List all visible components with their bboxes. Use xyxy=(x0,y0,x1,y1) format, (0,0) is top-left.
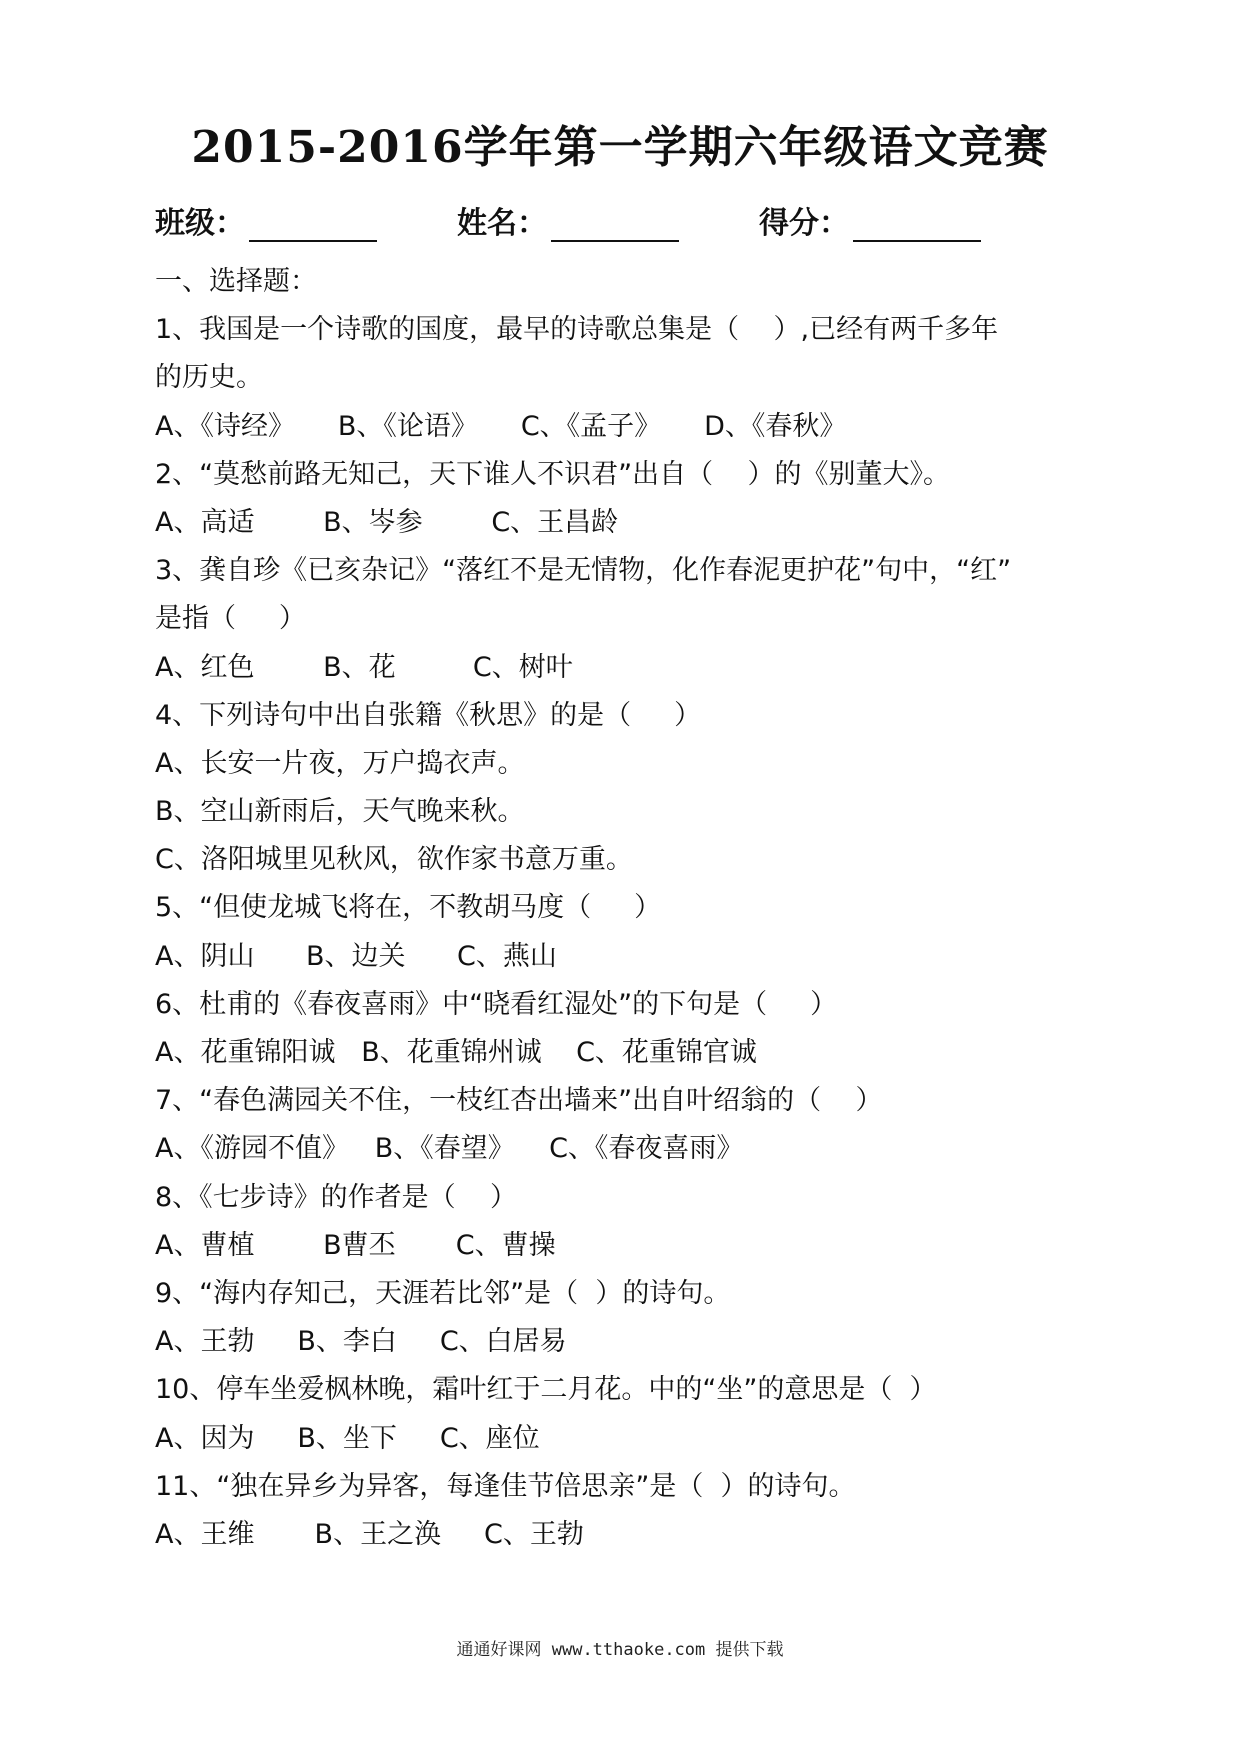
name-field xyxy=(457,198,679,242)
score-blank-line xyxy=(853,204,981,242)
class-label: 班级： xyxy=(155,206,245,241)
answer-options: A、红色 B、花 C、树叶 xyxy=(155,651,573,683)
name-blank-line xyxy=(551,204,679,242)
section-heading: 一、选择题： xyxy=(155,266,317,297)
question-line: 的历史。 xyxy=(155,362,263,394)
answer-option: C、洛阳城里见秋风，欲作家书意万重。 xyxy=(155,844,633,876)
question-line: 4、下列诗句中出自张籍《秋思》的是（ ） xyxy=(155,699,702,731)
answer-option: B、空山新雨后，天气晚来秋。 xyxy=(155,796,525,828)
score-label: 得分： xyxy=(759,206,849,241)
question-line: 5、“但使龙城飞将在，不教胡马度（ ） xyxy=(155,892,662,924)
answer-options: A、因为 B、坐下 C、座位 xyxy=(155,1422,540,1454)
question-line: 是指（ ） xyxy=(155,603,306,635)
answer-options: A、王维 B、王之涣 C、王勃 xyxy=(155,1518,584,1550)
name-label: 姓名： xyxy=(457,206,547,241)
answer-options: A、《诗经》 B、《论语》 C、《孟子》 D、《春秋》 xyxy=(155,410,847,442)
answer-option: A、长安一片夜，万户捣衣声。 xyxy=(155,747,525,779)
question-line: 9、“海内存知己，天涯若比邻”是（ ）的诗句。 xyxy=(155,1277,731,1309)
answer-options: A、曹植 B曹丕 C、曹操 xyxy=(155,1229,556,1261)
question-line: 3、龚自珍《已亥杂记》“落红不是无情物，化作春泥更护花”句中，“红” xyxy=(155,555,1012,587)
answer-options: A、高适 B、岑参 C、王昌龄 xyxy=(155,506,619,538)
score-field xyxy=(759,198,981,242)
question-line: 8、《七步诗》的作者是（ ） xyxy=(155,1181,518,1213)
question-line: 1、我国是一个诗歌的国度，最早的诗歌总集是（ ）,已经有两千多年 xyxy=(155,314,999,346)
question-line: 10、停车坐爱枫林晚，霜叶红于二月花。中的“坐”的意思是（ ） xyxy=(155,1374,937,1406)
class-field xyxy=(155,198,377,242)
question-list xyxy=(155,258,1115,1559)
answer-options: A、王勃 B、李白 C、白居易 xyxy=(155,1326,567,1358)
question-line: 6、杜甫的《春夜喜雨》中“晓看红湿处”的下句是（ ） xyxy=(155,988,838,1020)
question-line: 2、“莫愁前路无知己，天下谁人不识君”出自（ ）的《别董大》。 xyxy=(155,458,950,490)
page-title: 2015-2016学年第一学期六年级语文竞赛 xyxy=(191,122,1049,173)
question-line: 7、“春色满园关不住，一枝红杏出墙来”出自叶绍翁的（ ） xyxy=(155,1085,883,1117)
answer-options: A、阴山 B、边关 C、燕山 xyxy=(155,940,557,972)
answer-options: A、《游园不值》 B、《春望》 C、《春夜喜雨》 xyxy=(155,1133,744,1165)
footer-credit: 通通好课网 www.tthaoke.com 提供下载 xyxy=(456,1640,784,1660)
answer-options: A、花重锦阳诚 B、花重锦州诚 C、花重锦官诚 xyxy=(155,1037,757,1068)
student-info-row xyxy=(155,192,981,242)
question-line: 11、“独在异乡为异客，每逢佳节倍思亲”是（ ）的诗句。 xyxy=(155,1470,856,1502)
class-blank-line xyxy=(249,204,377,242)
